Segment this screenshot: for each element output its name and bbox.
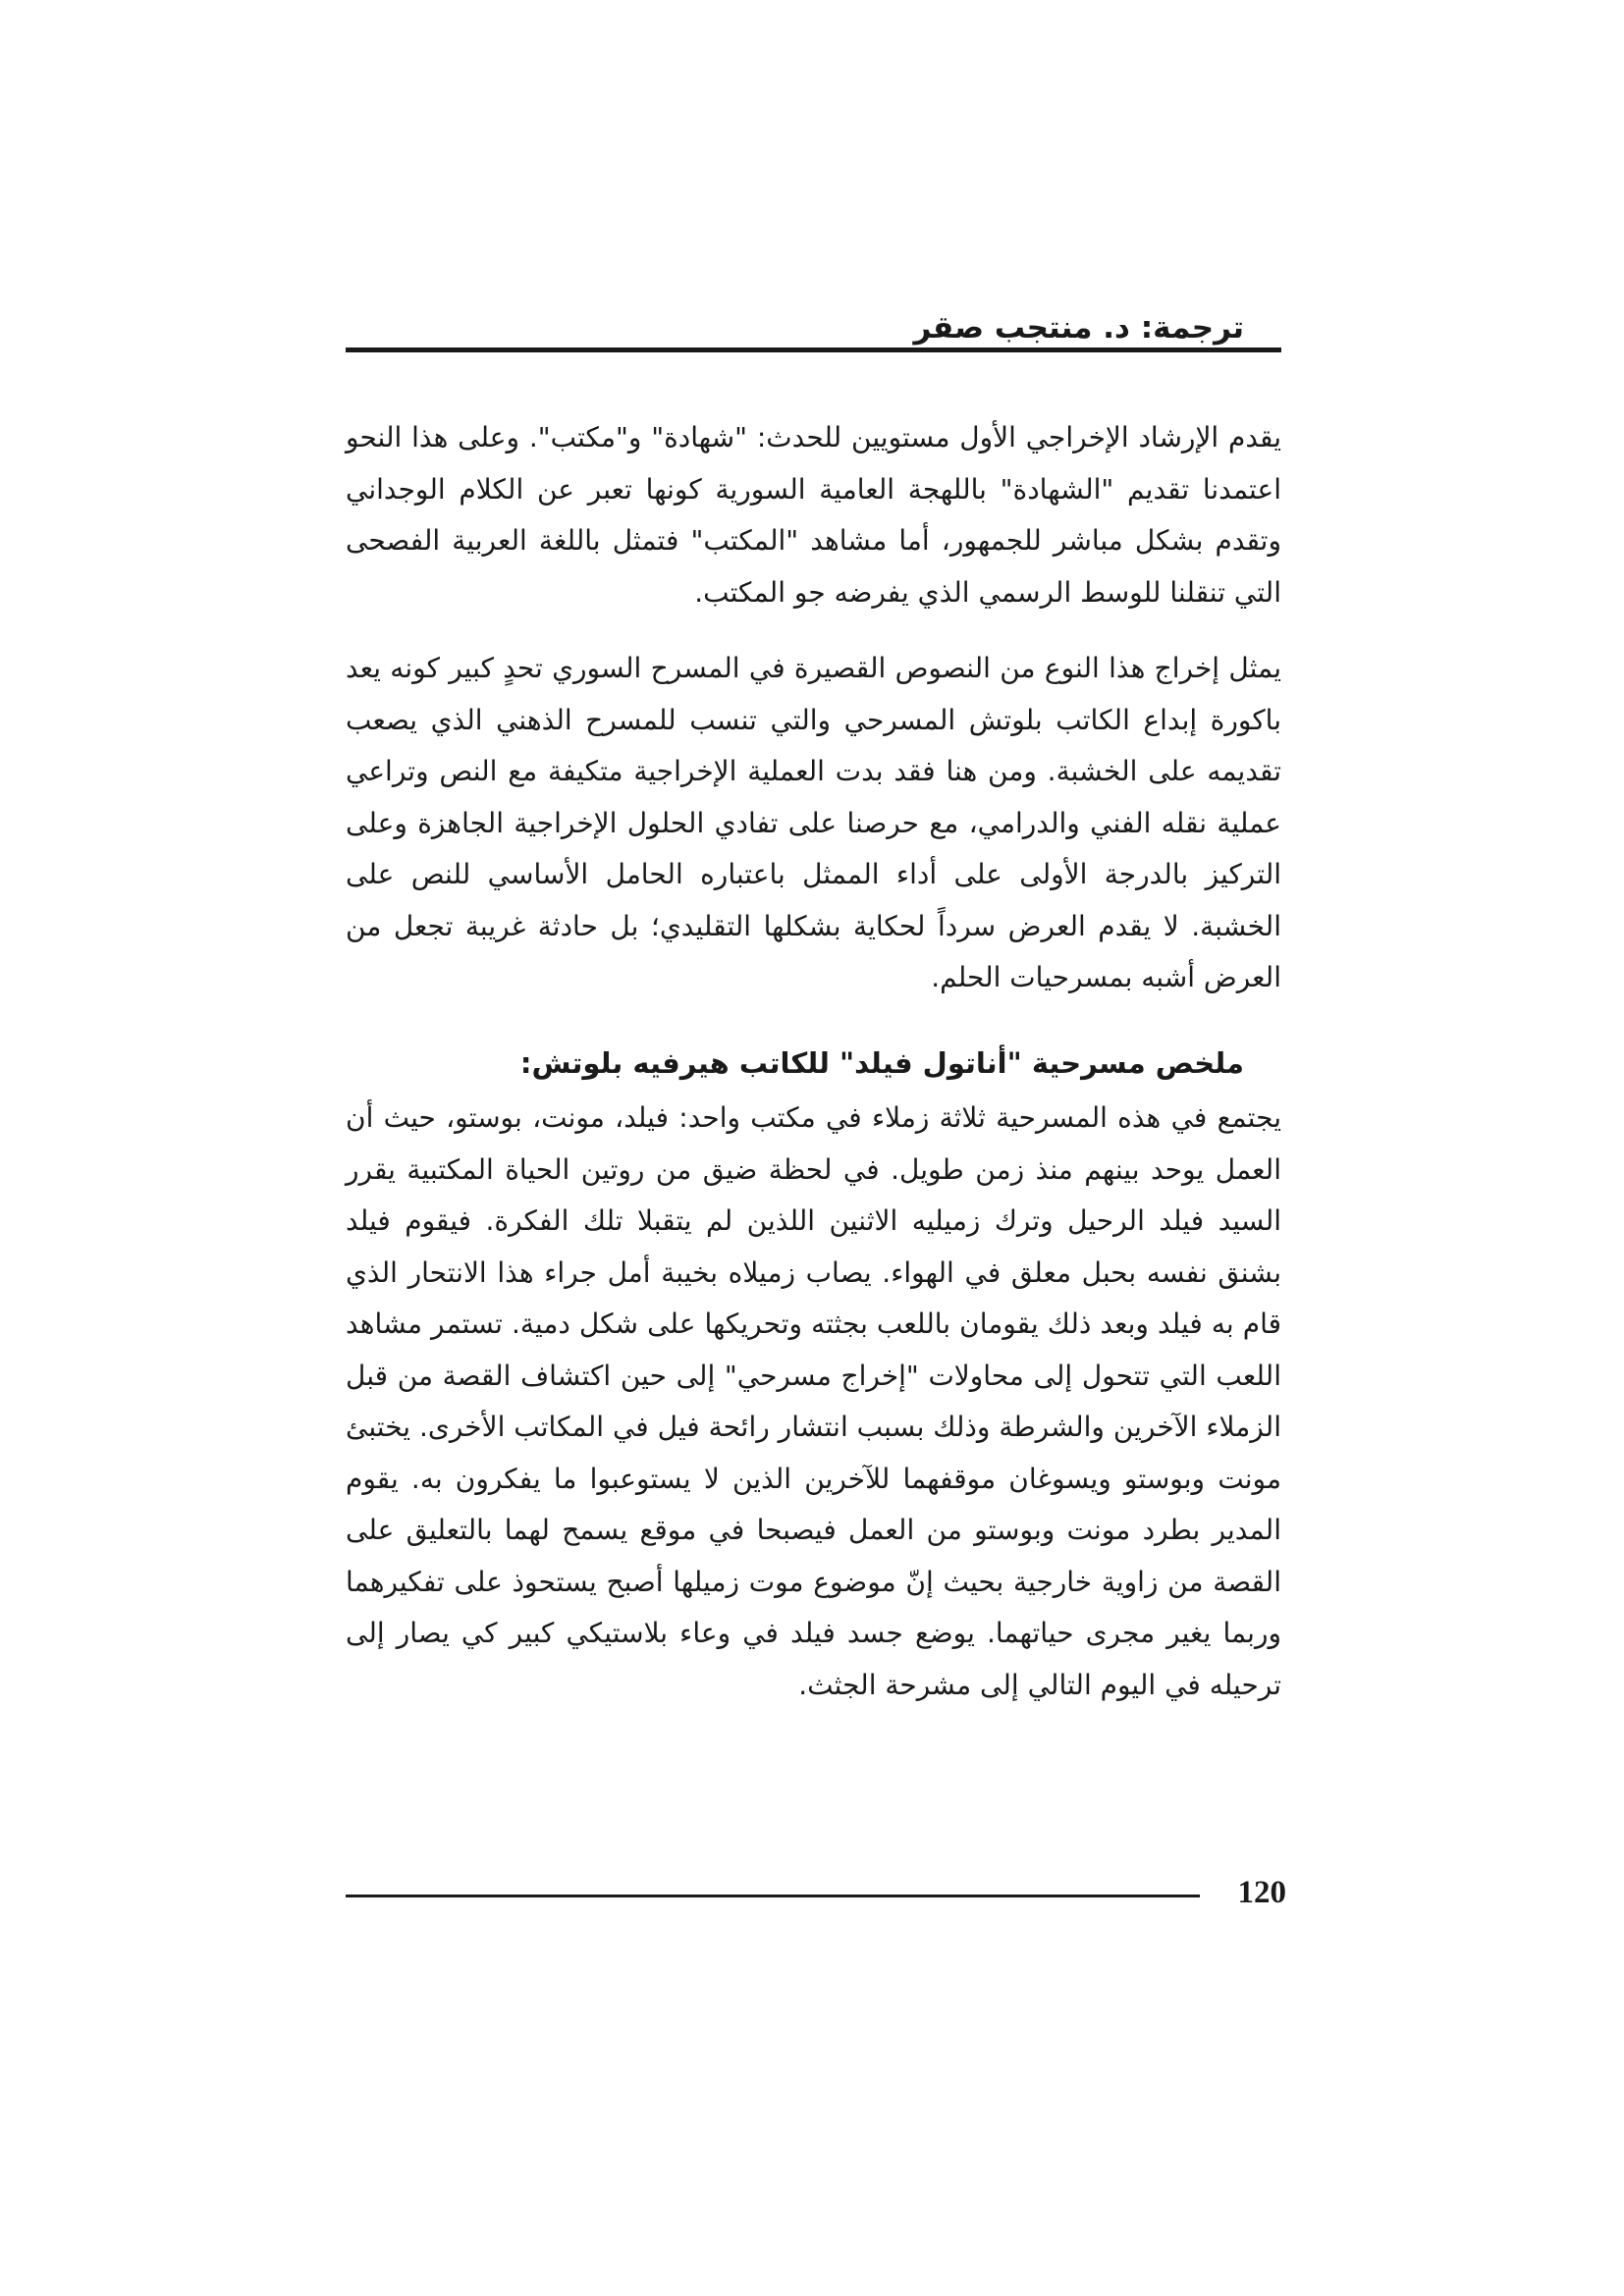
paragraph-2: يمثل إخراج هذا النوع من النصوص القصيرة في المسرح السوري تحدٍ كبير كونه يعد باكورة إبداع الكاتب بلوتش المسرحي والتي تنسب للمسرح الذهني الذي يصعب تقديمه على الخشبة. ومن هنا فقد بدت العملية الإخراجية متكيفة مع النص وتراعي عملية نقله الفني والدرامي، مع حرصنا على تفادي الحلول الإخراجية الجاهزة وعلى التركيز بالدرجة الأولى على أداء الممثل باعتباره الحامل الأساسي للنص على الخشبة. لا يقدم العرض سرداً لحكاية بشكلها التقليدي؛ بل حادثة غريبة تجعل من العرض أشبه بمسرحيات الحلم. [346, 652, 1281, 993]
footer-rule [346, 1895, 1200, 1897]
paragraph-3: يجتمع في هذه المسرحية ثلاثة زملاء في مكتب واحد: فيلد، مونت، بوستو، حيث أن العمل يوحد بينهم منذ زمن طويل. في لحظة ضيق من روتين الحياة المكتبية يقرر السيد فيلد الرحيل وترك زميليه الاثنين اللذين لم يتقبلا تلك الفكرة. فيقوم فيلد بشنق نفسه بحبل معلق في الهواء. يصاب زميلاه بخيبة أمل جراء هذا الانتحار الذي قام به فيلد وبعد ذلك يقومان باللعب بجثته وتحريكها على شكل دمية. تستمر مشاهد اللعب التي تتحول إلى محاولات "إخراج مسرحي" إلى حين اكتشاف القصة من قبل الزملاء الآخرين والشرطة وذلك بسبب انتشار رائحة فيل في المكاتب الأخرى. يختبئ مونت وبوستو ويسوغان موقفهما للآخرين الذين لا يستوعبوا ما يفكرون به. يقوم المدير بطرد مونت وبوستو من العمل فيصبحا في موقع يسمح لهما بالتعليق على القصة من زاوية خارجية بحيث إنّ موضوع موت زميلها أصبح يستحوذ على تفكيرهما وربما يغير مجرى حياتهما. يوضع جسد فيلد في وعاء بلاستيكي كبير كي يصار إلى ترحيله في اليوم التالي إلى مشرحة الجثث. [346, 1101, 1281, 1701]
page-number: 120 [1237, 1875, 1286, 1910]
section-heading: ملخص مسرحية "أناتول فيلد" للكاتب هيرفيه بلوتش: [519, 1046, 1244, 1080]
header-rule [346, 347, 1281, 352]
running-header-title: ترجمة: د. منتجب صقر [913, 310, 1244, 346]
paragraph-1: يقدم الإرشاد الإخراجي الأول مستويين للحدث: "شهادة" و"مكتب". وعلى هذا النحو اعتمدنا تقديم "الشهادة" باللهجة العامية السورية كونها تعبر عن الكلام الوجداني وتقدم بشكل مباشر للجمهور، أما مشاهد "المكتب" فتمثل باللغة العربية الفصحى التي تنقلنا للوسط الرسمي الذي يفرضه جو المكتب. [346, 421, 1281, 609]
